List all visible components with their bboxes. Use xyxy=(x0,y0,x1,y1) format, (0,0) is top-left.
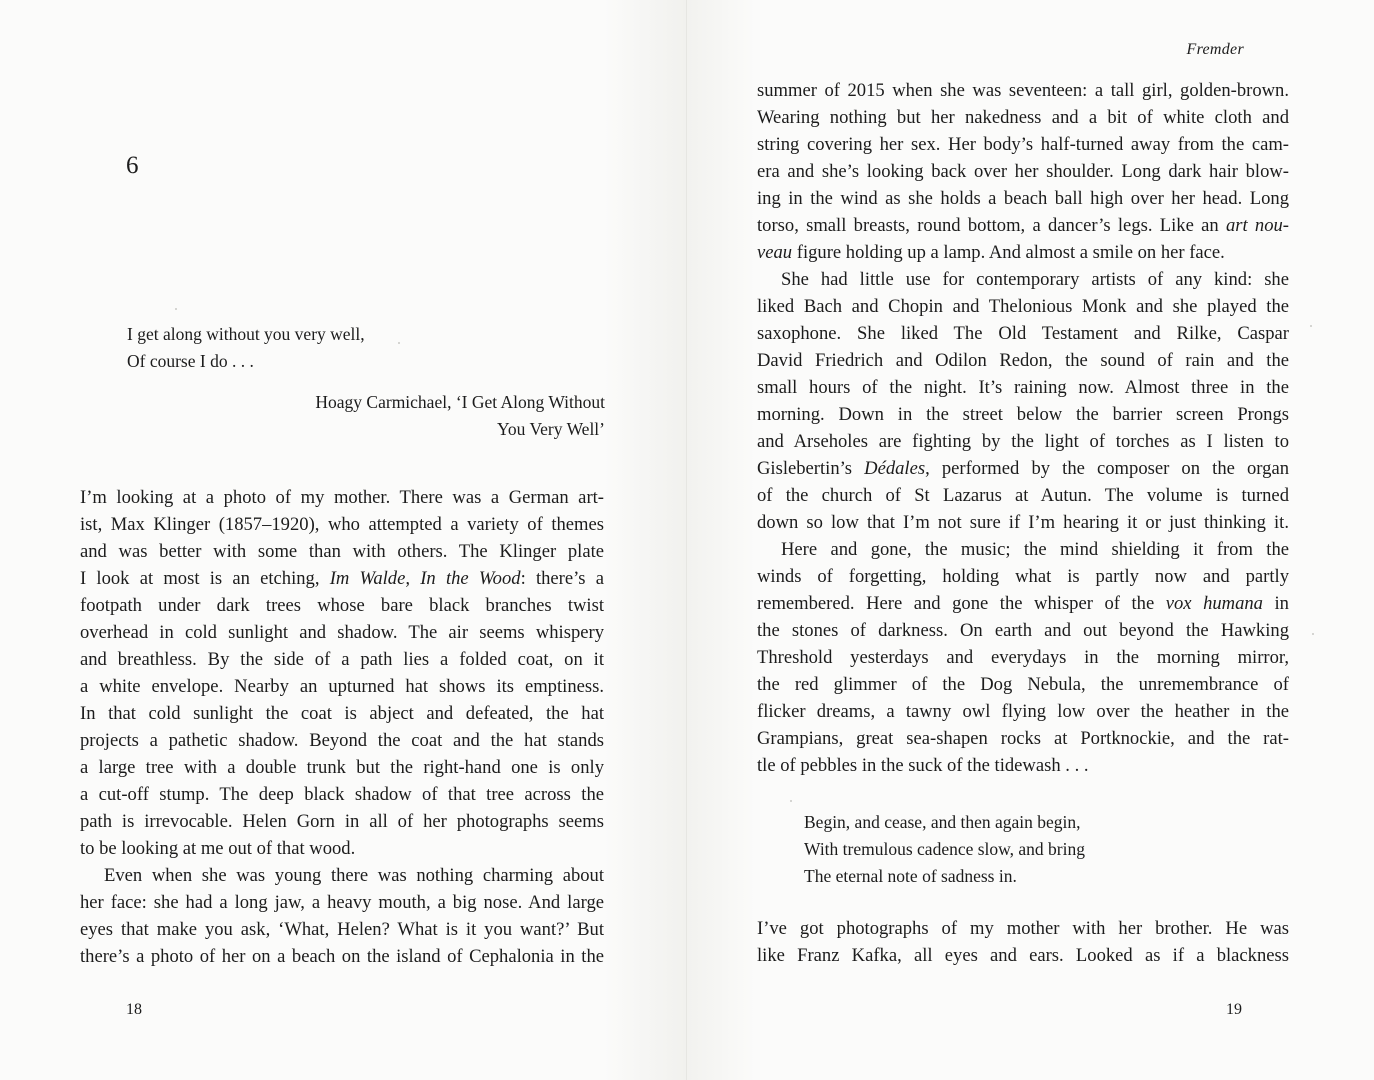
page-number-right: 19 xyxy=(1226,1001,1242,1018)
epigraph-line: Of course I do . . . xyxy=(127,351,254,371)
text-line: Wearing nothing but her nakedness and a bit of white cloth and xyxy=(757,107,1289,128)
verse-line: The eternal note of sadness in. xyxy=(804,866,1017,886)
attribution-line: You Very Well’ xyxy=(497,419,605,439)
paper-speck xyxy=(175,308,177,310)
right-body-text-continued xyxy=(757,915,1289,969)
text-line: I look at most is an etching, Im Walde, In the Wood: there’s a xyxy=(80,568,604,589)
epigraph xyxy=(127,321,607,375)
text-line: ist, Max Klinger (1857–1920), who attempted a variety of themes xyxy=(80,514,604,535)
text-line: footpath under dark trees whose bare black branches twist xyxy=(80,595,604,616)
paper-speck xyxy=(1312,633,1314,635)
text-line: the stones of darkness. On earth and out beyond the Hawking xyxy=(757,620,1289,641)
text-line: I’ve got photographs of my mother with her brother. He was xyxy=(757,918,1289,939)
text-line: a white envelope. Nearby an upturned hat shows its emptiness. xyxy=(80,676,604,697)
text-line: remembered. Here and gone the whisper of the vox humana in xyxy=(757,593,1289,614)
text-line: morning. Down in the street below the barrier screen Prongs xyxy=(757,404,1289,425)
text-line: summer of 2015 when she was seventeen: a tall girl, golden-brown. xyxy=(757,80,1289,101)
paper-speck xyxy=(790,800,792,802)
paper-speck xyxy=(398,342,400,344)
text-line: saxophone. She liked The Old Testament and Rilke, Caspar xyxy=(757,323,1289,344)
page-number-left: 18 xyxy=(126,1001,142,1018)
running-head: Fremder xyxy=(1186,41,1244,58)
text-line: She had little use for contemporary artists of any kind: she xyxy=(781,269,1289,290)
text-line: projects a pathetic shadow. Beyond the coat and the hat stands xyxy=(80,730,604,751)
text-line: the red glimmer of the Dog Nebula, the unremembrance of xyxy=(757,674,1289,695)
verse-quote xyxy=(804,809,1264,890)
text-line: I’m looking at a photo of my mother. There was a German art- xyxy=(80,487,604,508)
text-line: Gislebertin’s Dédales, performed by the composer on the organ xyxy=(757,458,1289,479)
right-body-text xyxy=(757,77,1289,779)
text-line: a cut-off stump. The deep black shadow of that tree across the xyxy=(80,784,604,805)
text-line: Grampians, great sea-shapen rocks at Portknockie, and the rat- xyxy=(757,728,1289,749)
text-line: her face: she had a long jaw, a heavy mouth, a big nose. And large xyxy=(80,892,604,913)
text-line: of the church of St Lazarus at Autun. The volume is turned xyxy=(757,485,1289,506)
text-line: flicker dreams, a tawny owl flying low over the heather in the xyxy=(757,701,1289,722)
epigraph-attribution xyxy=(185,389,605,443)
text-line: Even when she was young there was nothing charming about xyxy=(104,865,604,886)
text-line: winds of forgetting, holding what is partly now and partly xyxy=(757,566,1289,587)
text-line: eyes that make you ask, ‘What, Helen? What is it you want?’ But xyxy=(80,919,604,940)
text-line: string covering her sex. Her body’s half-turned away from the cam- xyxy=(757,134,1289,155)
text-line: torso, small breasts, round bottom, a dancer’s legs. Like an art nou- xyxy=(757,215,1289,236)
text-line: to be looking at me out of that wood. xyxy=(80,838,356,859)
text-line: and breathless. By the side of a path lies a folded coat, on it xyxy=(80,649,604,670)
text-line: a large tree with a double trunk but the right-hand one is only xyxy=(80,757,604,778)
epigraph-line: I get along without you very well, xyxy=(127,324,365,344)
text-line: era and she’s looking back over her shoulder. Long dark hair blow- xyxy=(757,161,1289,182)
text-line: tle of pebbles in the suck of the tidewash . . . xyxy=(757,755,1089,776)
text-line: ing in the wind as she holds a beach ball high over her head. Long xyxy=(757,188,1289,209)
text-line: David Friedrich and Odilon Redon, the sound of rain and the xyxy=(757,350,1289,371)
verse-line: With tremulous cadence slow, and bring xyxy=(804,839,1085,859)
text-line: Threshold yesterdays and everydays in the morning mirror, xyxy=(757,647,1289,668)
text-line: In that cold sunlight the coat is abject and defeated, the hat xyxy=(80,703,604,724)
text-line: and Arseholes are fighting by the light of torches as I listen to xyxy=(757,431,1289,452)
text-line: path is irrevocable. Helen Gorn in all of her photographs seems xyxy=(80,811,604,832)
text-line: and was better with some than with others. The Klinger plate xyxy=(80,541,604,562)
verse-line: Begin, and cease, and then again begin, xyxy=(804,812,1081,832)
text-line: there’s a photo of her on a beach on the island of Cephalonia in the xyxy=(80,946,604,967)
chapter-number: 6 xyxy=(126,152,139,179)
text-line: down so low that I’m not sure if I’m hearing it or just thinking it. xyxy=(757,512,1289,533)
text-line: Here and gone, the music; the mind shielding it from the xyxy=(781,539,1289,560)
text-line: like Franz Kafka, all eyes and ears. Looked as if a blackness xyxy=(757,945,1289,966)
attribution-line: Hoagy Carmichael, ‘I Get Along Without xyxy=(315,392,605,412)
text-line: veau figure holding up a lamp. And almost a smile on her face. xyxy=(757,242,1225,263)
left-body-text xyxy=(80,484,604,970)
text-line: liked Bach and Chopin and Thelonious Monk and she played the xyxy=(757,296,1289,317)
text-line: small hours of the night. It’s raining now. Almost three in the xyxy=(757,377,1289,398)
text-line: overhead in cold sunlight and shadow. The air seems whispery xyxy=(80,622,604,643)
paper-speck xyxy=(1310,325,1312,327)
